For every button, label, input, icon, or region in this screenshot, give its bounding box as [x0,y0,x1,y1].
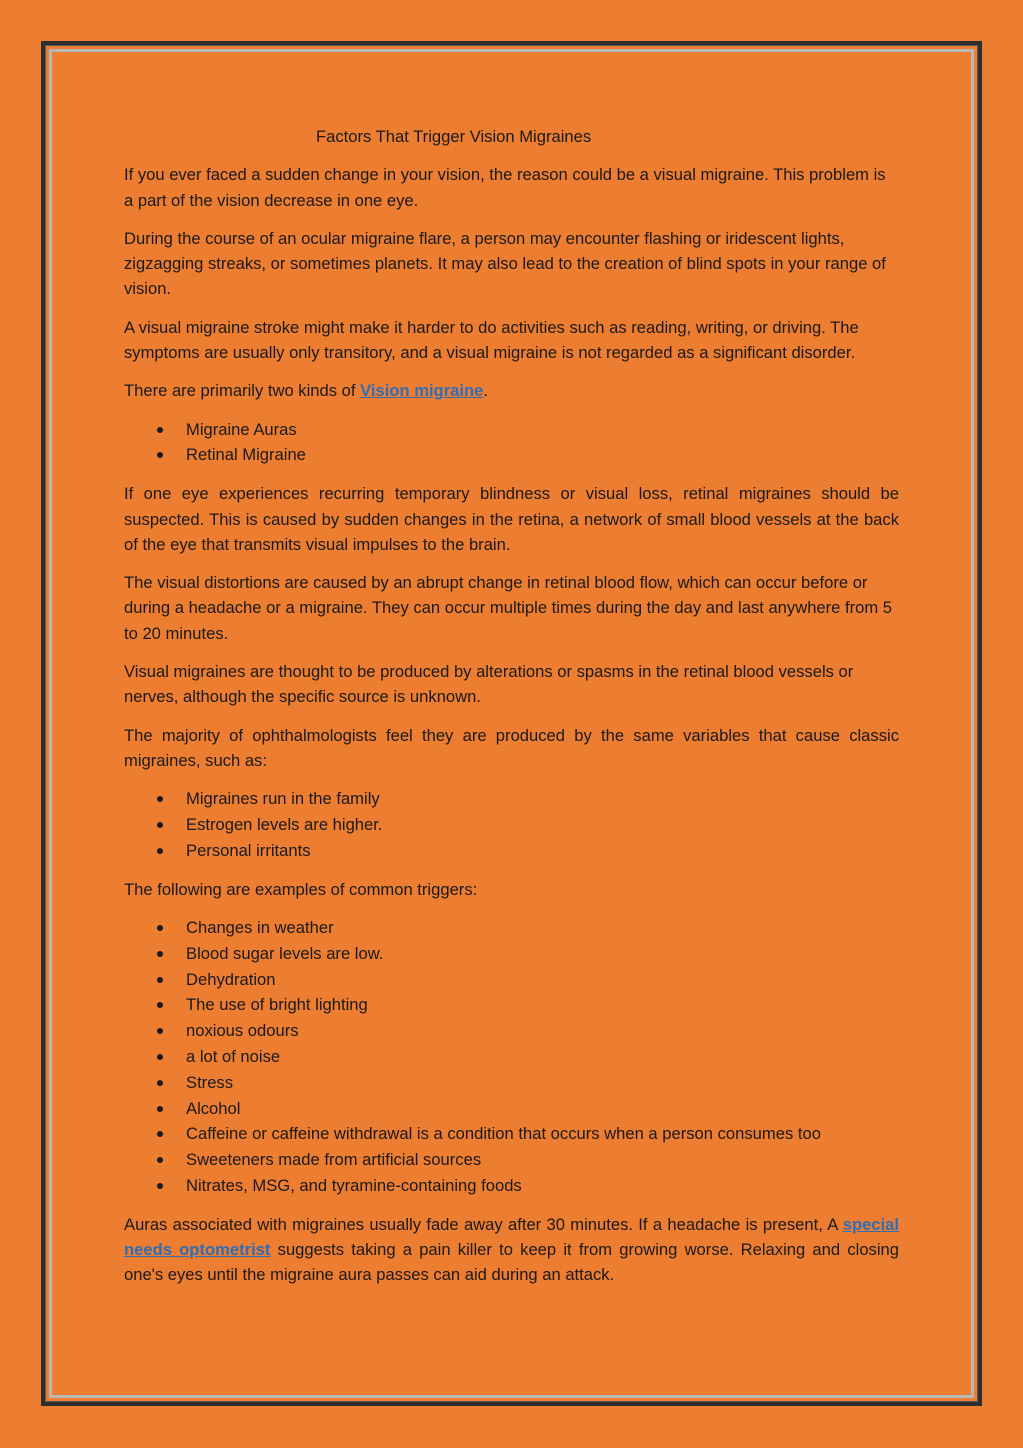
list-item-label: Stress [186,1072,234,1092]
bullet-icon [157,1106,163,1112]
bullet-icon [157,951,163,957]
list-item [124,442,899,468]
bullet-icon [157,1131,163,1137]
paragraph-alterations: Visual migraines are thought to be produced by alterations or spasms in the retinal blood vessels or nerves, although the specific source is unknown. [124,662,854,707]
page-title: Factors That Trigger Vision Migraines [316,127,592,146]
document-body [124,124,899,1301]
paragraph-distortions: The visual distortions are caused by an abrupt change in retinal blood flow, which can occur before or during a headache or a migraine. They can occur multiple times during the day and last anywhere from 5 to 20 minutes. [124,573,893,643]
paragraph-conclusion-end: suggests taking a pain killer to keep it from growing worse. Relaxing and closing one's eyes until the migraine aura passes can aid during an attack. [124,1239,899,1285]
list-item-label: noxious odours [186,1021,299,1041]
bullet-icon [157,1080,163,1086]
list-item-label: Nitrates, MSG, and tyramine-containing foods [186,1175,522,1195]
paragraph-ophthalmologists: The majority of ophthalmologists feel they are produced by the same variables that cause classic migraines, such as: [124,725,899,770]
bullet-icon [157,822,163,828]
paragraph-stroke: A visual migraine stroke might make it harder to do activities such as reading, writing, or driving. The symptoms are usually only transitory, and a visual migraine is not regarded as a significant disorder. [124,317,859,363]
list-item-label: Changes in weather [186,917,334,937]
list-item [124,1173,899,1199]
paragraph-kinds-end: . [483,381,488,401]
list-item [124,915,899,941]
bullet-icon [157,452,163,458]
vision-migraine-link[interactable]: Vision migraine [360,381,484,401]
list-item-label: Personal irritants [186,840,311,860]
bullet-icon [157,1157,163,1163]
list-item-label: Alcohol [186,1098,241,1118]
list-item [124,1070,899,1096]
paragraph-conclusion-text: Auras associated with migraines usually fade away after 30 minutes. If a headache is present, A [124,1214,843,1234]
list-item [124,992,899,1018]
paragraph-intro: If you ever faced a sudden change in your vision, the reason could be a visual migraine. This problem is a part of the vision decrease in one eye. [124,165,886,210]
bullet-icon [157,977,163,983]
list-item [124,838,899,864]
causes-list [124,786,899,863]
list-item [124,1096,899,1122]
list-item [124,941,899,967]
bullet-icon [157,848,163,854]
paragraph-triggers-intro: The following are examples of common triggers: [124,879,478,899]
list-item [124,1147,899,1173]
list-item-label: Retinal Migraine [186,445,306,465]
bullet-icon [157,427,163,433]
list-item-label: Estrogen levels are higher. [186,815,383,835]
paragraph-kinds-text: There are primarily two kinds of [124,381,361,401]
bullet-icon [157,1183,163,1189]
special-needs-optometrist-link[interactable]: special needs optometrist [124,1214,899,1259]
list-item-label: Migraine Auras [186,419,297,439]
list-item [124,1044,899,1070]
list-item-label: Dehydration [186,969,276,989]
list-item [124,1018,899,1044]
list-item-label: Caffeine or caffeine withdrawal is a condition that occurs when a person consumes too [186,1124,821,1144]
paragraph-kinds [124,378,899,403]
triggers-list [124,915,899,1199]
list-item [124,786,899,812]
list-item [124,1121,899,1147]
list-item [124,967,899,993]
list-item-label: The use of bright lighting [186,995,368,1015]
list-item [124,812,899,838]
kinds-list [124,417,899,469]
list-item-label: Blood sugar levels are low. [186,943,384,963]
bullet-icon [157,925,163,931]
list-item [124,417,899,443]
bullet-icon [157,796,163,802]
list-item-label: Migraines run in the family [186,789,380,809]
paragraph-conclusion [124,1212,899,1288]
bullet-icon [157,1002,163,1008]
paragraph-retinal: If one eye experiences recurring temporary blindness or visual loss, retinal migraines should be suspected. This is caused by sudden changes in the retina, a network of small blood vessels at the back of the eye that transmits visual impulses to the brain. [124,484,899,554]
paragraph-ocular-flare: During the course of an ocular migraine flare, a person may encounter flashing or iridescent lights, zigzagging streaks, or sometimes planets. It may also lead to the creation of blind spots in your range of vision. [124,228,886,299]
bullet-icon [157,1054,163,1060]
bullet-icon [157,1028,163,1034]
list-item-label: a lot of noise [186,1046,281,1066]
list-item-label: Sweeteners made from artificial sources [186,1150,482,1170]
